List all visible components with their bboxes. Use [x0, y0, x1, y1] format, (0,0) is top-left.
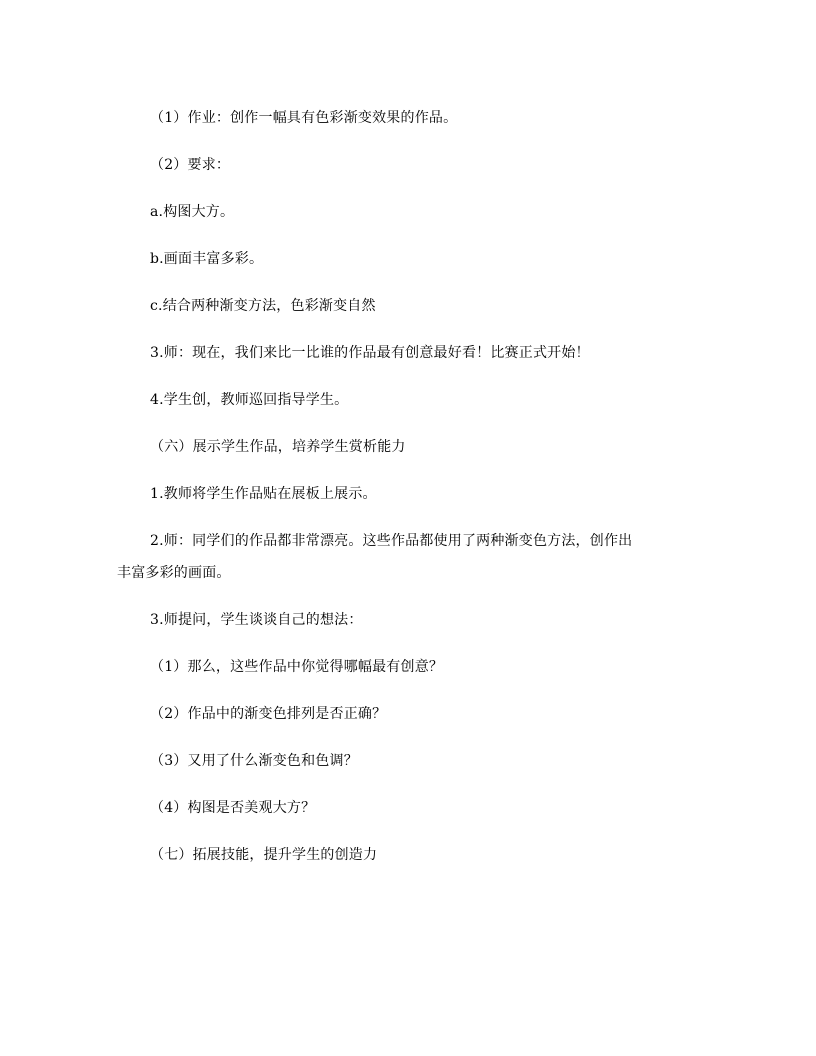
display-works-line: 1.教师将学生作品贴在展板上展示。 — [150, 486, 377, 502]
requirements-heading: （2）要求： — [150, 157, 231, 173]
teacher-question-line: 3.师提问，学生谈谈自己的想法： — [150, 612, 363, 628]
teacher-competition-line: 3.师：现在，我们来比一比谁的作品最有创意最好看！比赛正式开始！ — [150, 345, 590, 361]
question-1: （1）那么，这些作品中你觉得哪幅最有创意？ — [150, 659, 444, 675]
teacher-praise-continuation: 丰富多彩的画面。 — [117, 565, 231, 581]
question-3: （3）又用了什么渐变色和色调？ — [150, 753, 358, 769]
question-4: （4）构图是否美观大方？ — [150, 800, 316, 816]
requirement-b: b.画面丰富多彩。 — [150, 251, 264, 267]
teacher-praise-line: 2.师：同学们的作品都非常漂亮。这些作品都使用了两种渐变色方法，创作出 — [150, 533, 633, 549]
requirement-c: c.结合两种渐变方法，色彩渐变自然 — [150, 298, 376, 314]
question-2: （2）作品中的渐变色排列是否正确？ — [150, 706, 387, 722]
section-seven-heading: （七）拓展技能，提升学生的创造力 — [150, 847, 378, 863]
student-create-line: 4.学生创，教师巡回指导学生。 — [150, 392, 349, 408]
requirement-a: a.构图大方。 — [150, 204, 235, 220]
homework-item: （1）作业：创作一幅具有色彩渐变效果的作品。 — [150, 110, 458, 126]
section-six-heading: （六）展示学生作品，培养学生赏析能力 — [150, 439, 406, 455]
